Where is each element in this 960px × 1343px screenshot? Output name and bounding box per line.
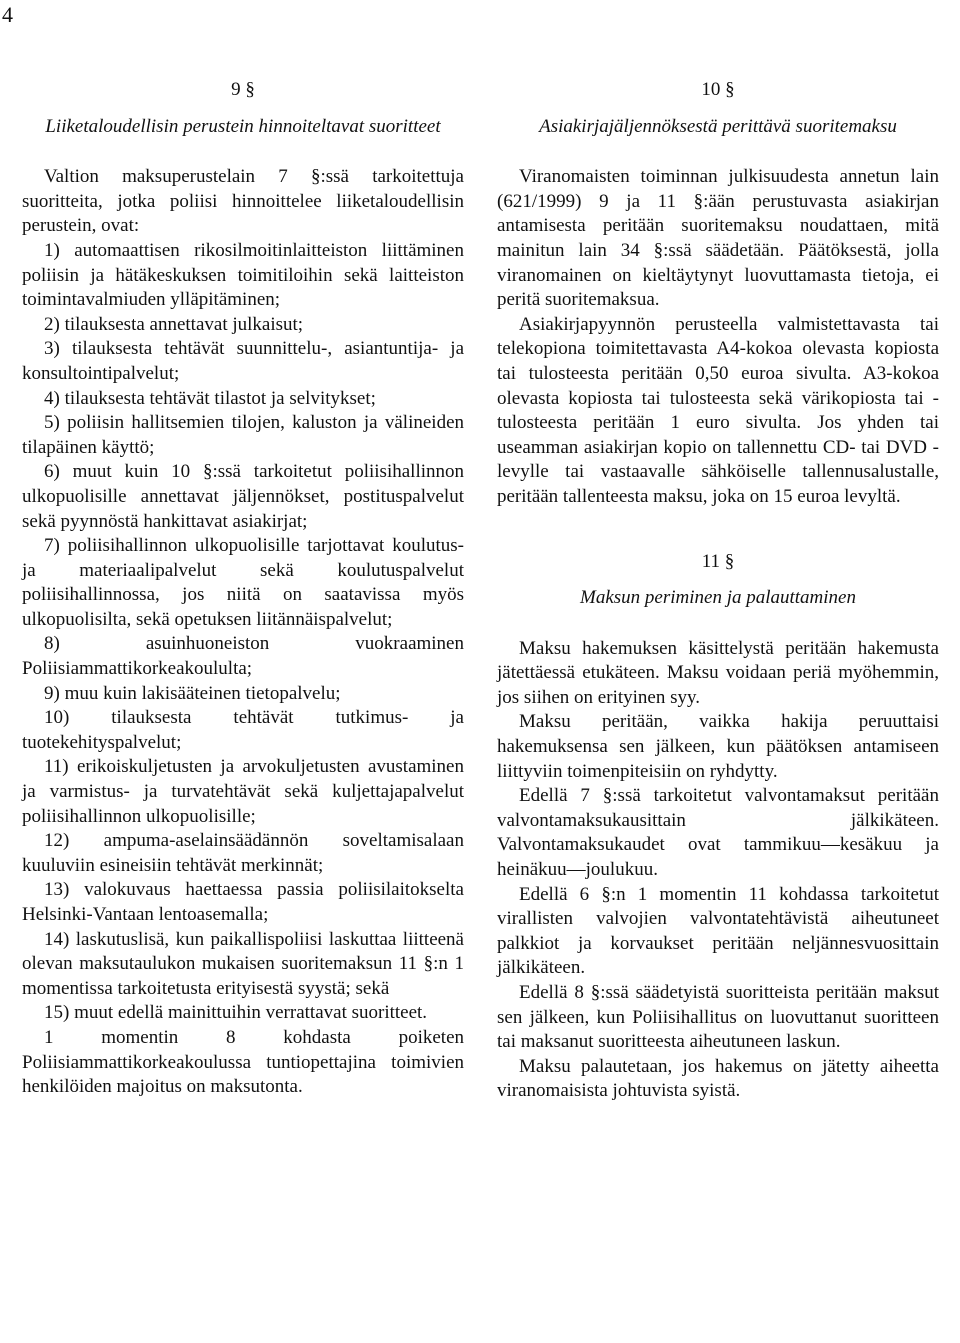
section-10-body	[497, 165, 939, 509]
paragraph: 1) automaattisen rikosilmoitinlaitteiston liittäminen poliisin ja hätäkeskuksen toimitiloihin sekä laitteiston toimintavalmiuden ylläpitäminen;	[22, 239, 464, 311]
section-11-heading: 11 §	[701, 550, 735, 572]
paragraph: Maksu hakemuksen käsittelystä peritään hakemusta jätettäessä etukäteen. Maksu voidaan periä myöhemmin, jos siihen on erityinen syy.	[497, 637, 939, 708]
paragraph: Edellä 8 §:ssä säädetyistä suoritteista peritään maksut sen jälkeen, kun Poliisihallitus on luovuttanut suoritteen tai maksanut suoritteesta aiheutuneen laskun.	[497, 982, 939, 1053]
paragraph: 15) muut edellä mainittuihin verrattavat suoritteet.	[44, 1002, 428, 1024]
section-10-heading: 10 §	[701, 79, 735, 100]
paragraph: 7) poliisihallinnon ulkopuolisille tarjottavat koulutus- ja materiaalipalvelut sekä koulutuspalvelut poliisihallinnossa, jos niitä on saatavissa myös ulkopuolisilta, sekä opetuksen liitännäispalvelut;	[22, 535, 464, 630]
paragraph: Edellä 7 §:ssä tarkoitetut valvontamaksut peritään valvontamaksukausittain jälkikäteen. Valvontamaksukaudet ovat tammikuu—kesäkuu ja heinäkuu—joulukuu.	[497, 785, 939, 881]
paragraph: 14) laskutuslisä, kun paikallispoliisi laskuttaa liitteenä olevan maksutaulukon mukaisen suoritemaksun 11 §:n 1 momentissa tarkoitetusta erityisestä syystä; sekä	[22, 928, 464, 999]
section-11-title: Maksun periminen ja palauttaminen	[580, 587, 856, 609]
section-9-title: Liiketaloudellisin perustein hinnoiteltavat suoritteet	[45, 115, 441, 137]
paragraph: 11) erikoiskuljetusten ja arvokuljetusten avustaminen ja varmistus- ja turvatehtävät sekä kuljettajapalvelut poliisihallinnon ulkopuolisille;	[22, 756, 464, 827]
left-column	[22, 78, 464, 1100]
paragraph: 4) tilauksesta tehtävät tilastot ja selvitykset;	[44, 387, 376, 409]
section-10-title: Asiakirjajäljennöksestä perittävä suoritemaksu	[539, 115, 897, 137]
paragraph: Maksu peritään, vaikka hakija peruuttaisi hakemuksensa sen jälkeen, kun päätöksen antamiseen liittyviin toimenpiteisiin on ryhdytty.	[497, 711, 939, 782]
paragraph: 3) tilauksesta tehtävät suunnittelu-, asiantuntija- ja konsultointipalvelut;	[22, 338, 464, 384]
paragraph: 13) valokuvaus haettaessa passia poliisilaitokselta Helsinki-Vantaan lentoasemalla;	[22, 879, 464, 925]
paragraph: 1 momentin 8 kohdasta poiketen Poliisiammattikorkeakoulussa tuntiopettajina toimivien henkilöiden majoitus on maksutonta.	[22, 1026, 464, 1098]
paragraph: Asiakirjapyynnön perusteella valmistettavasta tai telekopiona toimitettavasta A4-kokoa olevasta kopiosta tai tulosteesta peritään 0,50 euroa sivulta. A3-kokoa olevasta kopiosta tai tulosteesta sekä värikopiosta tai -tulosteesta peritään 1 euro sivulta. Jos yhden tai useamman asiakirjan kopio on tallennettu CD- tai DVD -levylle tai vastaavalle sähköiselle tallennusalustalle, peritään tallenteesta maksu, joka on 15 euroa levyltä.	[497, 313, 939, 507]
paragraph: 12) ampuma-aselainsäädännön soveltamisalaan kuuluviin esineisiin tehtävät merkinnät;	[22, 830, 464, 876]
section-9-heading: 9 §	[231, 79, 255, 100]
paragraph: 10) tilauksesta tehtävät tutkimus- ja tuotekehityspalvelut;	[22, 707, 464, 753]
section-9-body	[22, 165, 464, 1100]
paragraph: Edellä 6 §:n 1 momentin 11 kohdassa tarkoitetut virallisten valvojien valvontatehtävistä aiheutuneet palkkiot ja korvaukset peritään neljännesvuosittain jälkikäteen.	[497, 883, 939, 979]
paragraph: Valtion maksuperustelain 7 §:ssä tarkoitettuja suoritteita, jotka poliisi hinnoittelee liiketaloudellisin perustein, ovat:	[22, 166, 464, 237]
paragraph: 8) asuinhuoneiston vuokraaminen Poliisiammattikorkeakoululta;	[22, 633, 464, 680]
right-column	[497, 78, 939, 1104]
paragraph: Viranomaisten toiminnan julkisuudesta annetun lain (621/1999) 9 ja 11 §:ään perustuvasta asiakirjan antamisesta peritään suoritemaksu noudattaen, mitä mainitun lain 34 §:ssä säädetään. Päätöksestä, jolla viranomainen on kieltäytynyt luovuttamasta tietoja, ei peritä suoritemaksua.	[497, 166, 939, 311]
paragraph: 6) muut kuin 10 §:ssä tarkoitetut poliisihallinnon ulkopuolisille annettavat jäljennökset, postituspalvelut sekä pyynnöstä hankittavat asiakirjat;	[22, 461, 464, 532]
section-11-body	[497, 637, 939, 1104]
paragraph: Maksu palautetaan, jos hakemus on jätetty aiheetta viranomaisista johtuvista syistä.	[497, 1055, 939, 1102]
paragraph: 9) muu kuin lakisääteinen tietopalvelu;	[44, 682, 341, 704]
paragraph: 2) tilauksesta annettavat julkaisut;	[44, 313, 304, 335]
page-number: 4	[2, 2, 13, 27]
paragraph: 5) poliisin hallitsemien tilojen, kaluston ja välineiden tilapäinen käyttö;	[22, 412, 464, 458]
